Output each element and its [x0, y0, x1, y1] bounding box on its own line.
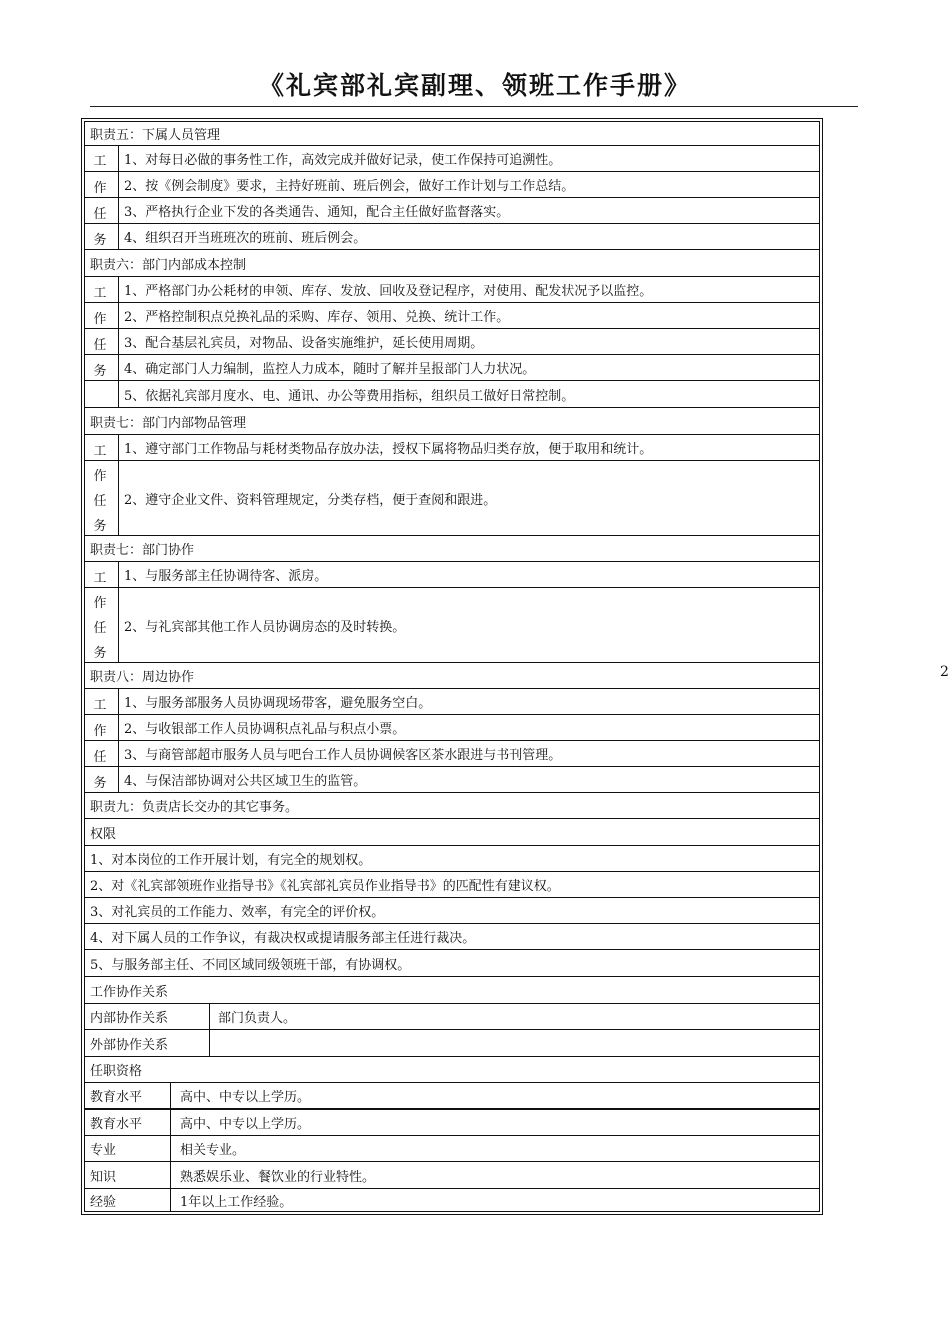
- document-title: 《礼宾部礼宾副理、领班工作手册》: [258, 71, 691, 100]
- duty8-task-4: 4、与保洁部协调对公共区域卫生的监管。: [124, 774, 367, 789]
- duty5-task-row: [84, 198, 820, 224]
- duty7b-label-char-2: 作: [93, 596, 107, 611]
- page-number: 2: [940, 664, 949, 680]
- external-relation-row: [84, 1030, 820, 1057]
- duty7a-label-char-3: 任: [93, 494, 107, 509]
- title-underline: [90, 106, 858, 107]
- duty6-label-char-4: 务: [93, 364, 107, 379]
- authority-item-3: 3、对礼宾员的工作能力、效率，有完全的评价权。: [84, 898, 820, 924]
- qualification-label: 教育水平: [90, 1090, 143, 1105]
- duty8-task-row: [84, 767, 820, 793]
- duty5-label-char-1: 工: [93, 154, 107, 169]
- duty8-label-char-1: 工: [93, 698, 107, 713]
- duty6-task-3: 3、配合基层礼宾员，对物品、设备实施维护，延长使用周期。: [124, 336, 484, 351]
- qualification-row: [84, 1110, 820, 1136]
- duty6-task-row: [84, 329, 820, 355]
- duty5-label-char-3: 任: [93, 207, 107, 222]
- duty7a-task-1: 1、遵守部门工作物品与耗材类物品存放办法，授权下属将物品归类存放，便于取用和统计。: [124, 442, 653, 457]
- duty7b-task-2: 2、与礼宾部其他工作人员协调房态的及时转换。: [124, 619, 406, 635]
- qualification-row: [84, 1136, 820, 1162]
- qualification-value: 熟悉娱乐业、餐饮业的行业特性。: [180, 1169, 376, 1185]
- authority-item-1: 1、对本岗位的工作开展计划，有完全的规划权。: [84, 846, 820, 872]
- duty5-task-4: 4、组织召开当班班次的班前、班后例会。: [124, 231, 367, 246]
- qualification-value: 1年以上工作经验。: [180, 1195, 293, 1210]
- duty8-label-char-4: 务: [93, 776, 107, 791]
- duty7b-label-char-1: 工: [93, 571, 107, 586]
- duty9-heading: 职责九：负责店长交办的其它事务。: [84, 793, 820, 819]
- qualification-label: 专业: [90, 1143, 117, 1158]
- qualification-row: [84, 1083, 820, 1110]
- duty5-task-3: 3、严格执行企业下发的各类通告、通知，配合主任做好监督落实。: [124, 205, 510, 220]
- duty6-task-row: [84, 355, 820, 381]
- duty6-label-char-3: 任: [93, 338, 107, 353]
- authority-item-4: 4、对下属人员的工作争议，有裁决权或提请服务部主任进行裁决。: [84, 924, 820, 950]
- qualification-label: 教育水平: [90, 1117, 143, 1132]
- duty7b-task-row: [84, 588, 820, 663]
- internal-relation-label: 内部协作关系: [90, 1011, 169, 1026]
- external-relation-label: 外部协作关系: [90, 1037, 169, 1053]
- qualification-value: 相关专业。: [180, 1143, 246, 1158]
- duty6-task-row: [84, 381, 820, 408]
- authority-item-2: 2、对《礼宾部领班作业指导书》《礼宾部礼宾员作业指导书》的匹配性有建议权。: [84, 872, 820, 898]
- duty7b-task-row: [84, 562, 820, 588]
- duty5-label-char-2: 作: [93, 181, 107, 196]
- duty8-task-row: [84, 689, 820, 715]
- duty8-label-char-2: 作: [93, 724, 107, 739]
- duty5-task-row: [84, 146, 820, 172]
- duty8-task-2: 2、与收银部工作人员协调积点礼品与积点小票。: [124, 722, 406, 737]
- qualification-label: 经验: [90, 1195, 117, 1210]
- duty6-label-char-2: 作: [93, 312, 107, 327]
- duty7a-heading: 职责七：部门内部物品管理: [84, 408, 820, 435]
- duty7a-label-char-2: 作: [93, 469, 107, 484]
- duty8-task-3: 3、与商管部超市服务人员与吧台工作人员协调候客区茶水跟进与书刊管理。: [124, 748, 562, 763]
- qualification-value: 高中、中专以上学历。: [180, 1117, 311, 1132]
- duty7a-label-char-1: 工: [93, 444, 107, 459]
- qualification-label: 知识: [90, 1169, 117, 1185]
- duty6-task-4: 4、确定部门人力编制，监控人力成本，随时了解并呈报部门人力状况。: [124, 362, 536, 377]
- internal-relation-value: 部门负责人。: [218, 1011, 297, 1026]
- duty8-label-char-3: 任: [93, 750, 107, 765]
- duty8-heading: 职责八：周边协作: [84, 663, 820, 689]
- duty8-task-row: [84, 741, 820, 767]
- duty5-label-char-4: 务: [93, 233, 107, 248]
- duty6-label-char-1: 工: [93, 286, 107, 301]
- duty6-task-1: 1、严格部门办公耗材的申领、库存、发放、回收及登记程序，对使用、配发状况予以监控。: [124, 284, 653, 299]
- qualification-value: 高中、中专以上学历。: [180, 1090, 311, 1105]
- qualifications-heading: 任职资格: [84, 1057, 820, 1083]
- duty7a-task-row: [84, 435, 820, 461]
- qualification-row: [84, 1189, 820, 1212]
- duty6-task-row: [84, 303, 820, 329]
- duty8-task-row: [84, 715, 820, 741]
- duty7b-label-char-3: 任: [93, 621, 107, 636]
- duty5-task-row: [84, 224, 820, 250]
- internal-relation-row: [84, 1004, 820, 1030]
- duty7b-heading: 职责七：部门协作: [84, 536, 820, 562]
- duty5-heading: 职责五：下属人员管理: [84, 121, 820, 146]
- duty5-task-1: 1、对每日必做的事务性工作，高效完成并做好记录，使工作保持可追溯性。: [124, 153, 562, 168]
- duty6-task-2: 2、严格控制积点兑换礼品的采购、库存、领用、兑换、统计工作。: [124, 310, 510, 325]
- external-relation-value: [212, 1030, 218, 1056]
- duty7b-task-1: 1、与服务部主任协调待客、派房。: [124, 569, 328, 584]
- authority-item-5: 5、与服务部主任、不同区域同级领班干部，有协调权。: [84, 950, 820, 977]
- duty7b-label-char-4: 务: [93, 646, 107, 661]
- duty8-task-1: 1、与服务部服务人员协调现场带客，避免服务空白。: [124, 696, 432, 711]
- duty5-task-row: [84, 172, 820, 198]
- duty7a-label-char-4: 务: [93, 519, 107, 534]
- duty7a-task-2: 2、遵守企业文件、资料管理规定，分类存档，便于查阅和跟进。: [124, 492, 497, 508]
- qualification-row: [84, 1162, 820, 1189]
- relations-heading: 工作协作关系: [84, 977, 820, 1004]
- duty6-task-row: [84, 277, 820, 303]
- duty7a-task-row: [84, 461, 820, 536]
- duty6-task-5: 5、依据礼宾部月度水、电、通讯、办公等费用指标，组织员工做好日常控制。: [124, 388, 575, 404]
- authority-heading: 权限: [84, 819, 820, 846]
- duty6-heading: 职责六：部门内部成本控制: [84, 250, 820, 277]
- duty5-task-2: 2、按《例会制度》要求，主持好班前、班后例会，做好工作计划与工作总结。: [124, 179, 575, 194]
